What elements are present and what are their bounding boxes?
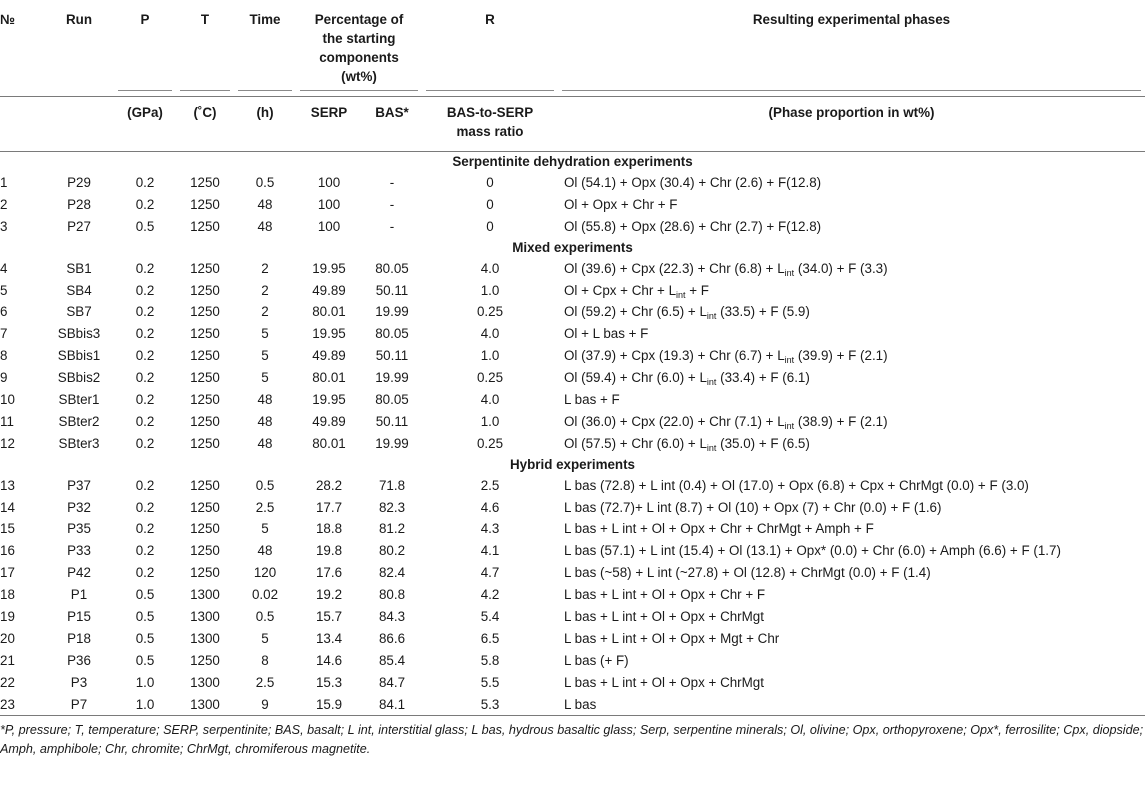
table-row	[0, 562, 1145, 584]
table-row	[0, 345, 1145, 367]
section-header-row	[0, 454, 1145, 474]
cell-run: P42	[67, 565, 91, 581]
cell-serp: 15.3	[315, 674, 343, 690]
cell-phases: Ol (37.9) + Cpx (19.3) + Chr $(6.7) + L_{int}$ (39.9) + F (2.1)	[564, 348, 888, 366]
cell-time: 120	[253, 565, 277, 581]
cell-bas: 84.3	[378, 608, 406, 624]
cell-serp: 19.95	[312, 260, 346, 276]
cell-no: 9	[0, 370, 8, 386]
cell-phases: Ol (36.0) + Cpx (22.0) + Chr $(7.1) + L_{int}$ (38.9) + F (2.1)	[564, 413, 888, 431]
table-row	[0, 172, 1145, 194]
cell-ratio: 5.5	[480, 674, 500, 690]
cell-time: 48	[257, 391, 273, 407]
cell-ratio: 1.0	[480, 348, 500, 364]
cell-ratio: 6.5	[480, 630, 500, 646]
cell-time: 0.5	[255, 477, 275, 493]
cell-phases: L bas + F	[564, 391, 620, 407]
cell-time: 5	[261, 370, 269, 386]
cell-bas: 19.99	[375, 304, 409, 320]
cell-time: 5	[261, 348, 269, 364]
cell-phases: L bas	[564, 696, 597, 712]
cell-temperature: 1250	[190, 543, 220, 559]
cell-temperature: 1250	[190, 652, 220, 668]
cell-phases: L bas + L int + Ol + Opx + Mgt + Chr	[564, 630, 780, 646]
table-row	[0, 367, 1145, 389]
cell-ratio: 5.3	[480, 696, 500, 712]
table-row	[0, 693, 1145, 715]
footnote-row	[0, 715, 1145, 759]
cell-time: 5	[261, 326, 269, 342]
cell-ratio: 5.4	[480, 608, 500, 624]
cell-ratio: 5.8	[480, 652, 500, 668]
table-row	[0, 649, 1145, 671]
cell-phases: L bas + L int + Ol + Opx + ChrMgt	[564, 674, 764, 690]
cell-no: 14	[0, 499, 15, 515]
cell-time: 48	[257, 413, 273, 429]
cell-pressure: 0.2	[135, 174, 155, 190]
cell-no: 1	[0, 174, 8, 190]
cell-run: SBbis3	[57, 326, 101, 342]
cell-time: 2	[261, 260, 269, 276]
cell-pressure: 0.2	[135, 565, 155, 581]
cell-run: SBter3	[58, 435, 100, 451]
cell-bas: 82.3	[378, 499, 406, 515]
cell-ratio: 0.25	[476, 435, 504, 451]
cell-pressure: 0.2	[135, 326, 155, 342]
cell-serp: 80.01	[312, 370, 346, 386]
header-row-main	[0, 0, 1145, 86]
cell-run: SB4	[66, 282, 92, 298]
sub-serp-header: SERP	[310, 104, 348, 120]
cell-ratio: 4.2	[480, 587, 500, 603]
cell-ratio: 4.6	[480, 499, 500, 515]
cell-time: 0.5	[255, 608, 275, 624]
cell-run: P18	[67, 630, 91, 646]
table-row	[0, 671, 1145, 693]
cell-ratio: 0.25	[476, 304, 504, 320]
cell-temperature: 1250	[190, 565, 220, 581]
cell-run: SBbis2	[57, 370, 101, 386]
cell-temperature: 1300	[190, 587, 220, 603]
cell-no: 6	[0, 304, 8, 320]
col-time-header: Time	[249, 12, 281, 27]
cell-time: 2	[261, 282, 269, 298]
cell-bas: 19.99	[375, 435, 409, 451]
cell-pressure: 0.2	[135, 521, 155, 537]
cell-bas: 82.4	[378, 565, 406, 581]
cell-temperature: 1300	[190, 630, 220, 646]
cell-no: 20	[0, 630, 15, 646]
cell-serp: 17.6	[315, 565, 343, 581]
cell-bas: 80.05	[375, 260, 409, 276]
cell-phases: L bas (72.8) + L int (0.4) + Ol (17.0) + Opx (6.8) + Cpx + ChrMgt (0.0) + F (3.0)	[564, 477, 1029, 493]
cell-ratio: 4.0	[480, 326, 500, 342]
cell-no: 8	[0, 348, 8, 364]
cell-bas: -	[389, 174, 395, 190]
cell-no: 17	[0, 565, 15, 581]
cell-pressure: 0.2	[135, 196, 155, 212]
cell-ratio: 2.5	[480, 477, 500, 493]
cell-pressure: 0.5	[135, 630, 155, 646]
cell-ratio: 1.0	[480, 282, 500, 298]
cell-run: P32	[67, 499, 91, 515]
cell-serp: 28.2	[315, 477, 343, 493]
cell-serp: 19.95	[312, 326, 346, 342]
cell-pressure: 0.2	[135, 370, 155, 386]
cell-phases: L bas + L int + Ol + Opx + ChrMgt	[564, 608, 764, 624]
unit-time: (h)	[256, 104, 274, 120]
cell-time: 9	[261, 696, 269, 712]
cell-serp: 15.9	[315, 696, 343, 712]
cell-phases: Ol (39.6) + Cpx (22.3) + Chr $(6.8) + L_{int}$ (34.0) + F (3.3)	[564, 260, 888, 278]
cell-temperature: 1250	[190, 413, 220, 429]
cell-no: 3	[0, 218, 8, 234]
cell-pressure: 0.5	[135, 587, 155, 603]
cell-serp: 13.4	[315, 630, 343, 646]
table-row	[0, 257, 1145, 279]
cell-serp: 80.01	[312, 435, 346, 451]
cell-ratio: 1.0	[480, 413, 500, 429]
table-row	[0, 496, 1145, 518]
cell-temperature: 1250	[190, 435, 220, 451]
table-row	[0, 540, 1145, 562]
table-row	[0, 301, 1145, 323]
cell-bas: -	[389, 196, 395, 212]
header-underline-row	[0, 86, 1145, 96]
underline-percentage	[300, 90, 418, 91]
cell-time: 5	[261, 521, 269, 537]
cell-phases: L bas + L int + Ol + Opx + Chr + F	[564, 587, 766, 603]
cell-time: 5	[261, 630, 269, 646]
cell-bas: 50.11	[375, 413, 409, 429]
cell-phases: L bas (72.7)+ L int (8.7) + Ol (10) + Opx (7) + Chr (0.0) + F (1.6)	[564, 499, 942, 515]
cell-temperature: 1300	[190, 674, 220, 690]
cell-serp: 49.89	[312, 282, 346, 298]
col-run-header: Run	[65, 12, 93, 27]
cell-temperature: 1300	[190, 608, 220, 624]
cell-bas: 71.8	[378, 477, 406, 493]
cell-pressure: 0.5	[135, 218, 155, 234]
section-title: Hybrid experiments	[509, 456, 636, 472]
unit-phases: (Phase proportion in wt%)	[768, 104, 935, 120]
cell-bas: 50.11	[375, 348, 409, 364]
cell-run: SB1	[66, 260, 92, 276]
cell-bas: 80.05	[375, 326, 409, 342]
cell-pressure: 0.2	[135, 391, 155, 407]
underline-time	[238, 90, 292, 91]
cell-bas: 80.8	[378, 587, 406, 603]
cell-run: SBter2	[58, 413, 100, 429]
cell-serp: 18.8	[315, 521, 343, 537]
cell-time: 0.02	[251, 587, 279, 603]
cell-run: P33	[67, 543, 91, 559]
cell-serp: 100	[317, 218, 341, 234]
cell-bas: 80.2	[378, 543, 406, 559]
col-percentage-header: Percentage of the starting components (wt%)	[314, 12, 404, 84]
cell-pressure: 0.2	[135, 260, 155, 276]
cell-run: P7	[70, 696, 88, 712]
cell-run: SBbis1	[57, 348, 101, 364]
cell-run: SBter1	[58, 391, 100, 407]
underline-p	[118, 90, 172, 91]
cell-serp: 19.95	[312, 391, 346, 407]
cell-ratio: 4.7	[480, 565, 500, 581]
cell-no: 23	[0, 696, 15, 712]
cell-time: 2.5	[255, 674, 275, 690]
cell-ratio: 0	[486, 218, 494, 234]
col-r-header: R	[485, 12, 495, 27]
cell-bas: 80.05	[375, 391, 409, 407]
table-row	[0, 193, 1145, 215]
cell-bas: 84.7	[378, 674, 406, 690]
cell-no: 5	[0, 282, 8, 298]
cell-phases: Ol (55.8) + Opx (28.6) + Chr (2.7) + F(12.8)	[564, 218, 822, 234]
footnote: *P, pressure; T, temperature; SERP, serpentinite; BAS, basalt; L int, interstitial glass; L bas, hydrous basaltic glass; Serp, serpentine minerals; Ol, olivine; Opx, orthopyroxene; Opx*, ferrosilite; Cpx, diopside; Amph, amphibole; Chr, chromite; ChrMgt, chromiferous magnetite.	[0, 715, 1145, 759]
cell-ratio: 0	[486, 196, 494, 212]
cell-run: P1	[70, 587, 88, 603]
cell-no: 4	[0, 260, 8, 276]
cell-phases: Ol + Opx + Chr + F	[564, 196, 678, 212]
cell-temperature: 1250	[190, 260, 220, 276]
cell-serp: 49.89	[312, 348, 346, 364]
cell-temperature: 1250	[190, 326, 220, 342]
cell-serp: 17.7	[315, 499, 343, 515]
sub-bas-header: BAS*	[375, 104, 409, 120]
cell-run: P35	[67, 521, 91, 537]
cell-no: 12	[0, 435, 15, 451]
table-row	[0, 215, 1145, 237]
col-phases-header: Resulting experimental phases	[752, 12, 951, 27]
cell-temperature: 1250	[190, 304, 220, 320]
cell-no: 19	[0, 608, 15, 624]
cell-no: 21	[0, 652, 15, 668]
cell-phases: Ol + Cpx + Chr + $L_{int} + F$	[564, 282, 709, 300]
underline-r	[426, 90, 554, 91]
cell-pressure: 0.2	[135, 413, 155, 429]
cell-phases: L bas (57.1) + L int (15.4) + Ol (13.1) + Opx* (0.0) + Chr (6.0) + Amph (6.6) + F (1.7)	[564, 543, 1061, 559]
table-row	[0, 432, 1145, 454]
underline-phases	[562, 90, 1141, 91]
cell-run: P27	[67, 218, 91, 234]
cell-temperature: 1250	[190, 196, 220, 212]
cell-run: P37	[67, 477, 91, 493]
cell-phases: Ol (59.4) + Chr $(6.0) + L_{int}$ (33.4) + F (6.1)	[564, 370, 810, 388]
cell-run: P15	[67, 608, 91, 624]
cell-pressure: 1.0	[135, 696, 155, 712]
header-row-units	[0, 96, 1145, 151]
cell-no: 16	[0, 543, 15, 559]
cell-ratio: 4.3	[480, 521, 500, 537]
col-t-header: T	[200, 12, 210, 27]
cell-no: 15	[0, 521, 15, 537]
cell-time: 8	[261, 652, 269, 668]
cell-no: 13	[0, 477, 15, 493]
section-title: Mixed experiments	[512, 239, 633, 255]
table-row	[0, 410, 1145, 432]
cell-run: P29	[67, 174, 91, 190]
cell-phases: L bas (~58) + L int (~27.8) + Ol (12.8) + ChrMgt (0.0) + F (1.4)	[564, 565, 931, 581]
cell-ratio: 0.25	[476, 370, 504, 386]
cell-pressure: 0.2	[135, 348, 155, 364]
table-row	[0, 323, 1145, 345]
cell-no: 7	[0, 326, 8, 342]
cell-pressure: 0.2	[135, 282, 155, 298]
cell-pressure: 0.2	[135, 435, 155, 451]
cell-ratio: 0	[486, 174, 494, 190]
cell-bas: 85.4	[378, 652, 406, 668]
cell-phases: L bas + L int + Ol + Opx + Chr + ChrMgt + Amph + F	[564, 521, 874, 537]
cell-time: 0.5	[255, 174, 275, 190]
cell-no: 18	[0, 587, 15, 603]
cell-run: SB7	[66, 304, 92, 320]
section-title: Serpentinite dehydration experiments	[0, 151, 1145, 172]
cell-pressure: 0.2	[135, 543, 155, 559]
cell-phases: Ol (59.2) + Chr $(6.5) + L_{int}$ (33.5) + F (5.9)	[564, 304, 810, 322]
cell-pressure: 0.5	[135, 608, 155, 624]
section-header-row	[0, 237, 1145, 257]
cell-pressure: 0.2	[135, 499, 155, 515]
cell-serp: 80.01	[312, 304, 346, 320]
cell-serp: 100	[317, 196, 341, 212]
cell-ratio: 4.0	[480, 260, 500, 276]
cell-time: 48	[257, 543, 273, 559]
cell-temperature: 1250	[190, 521, 220, 537]
cell-ratio: 4.1	[480, 543, 500, 559]
cell-temperature: 1250	[190, 282, 220, 298]
underline-t	[180, 90, 230, 91]
cell-serp: 19.8	[315, 543, 343, 559]
cell-temperature: 1250	[190, 174, 220, 190]
cell-pressure: 0.2	[135, 477, 155, 493]
cell-phases: Ol + L bas + F	[564, 326, 649, 342]
cell-serp: 14.6	[315, 652, 343, 668]
cell-time: 2.5	[255, 499, 275, 515]
col-no-header: №	[0, 12, 15, 27]
cell-temperature: 1250	[190, 348, 220, 364]
cell-time: 48	[257, 435, 273, 451]
cell-pressure: 1.0	[135, 674, 155, 690]
cell-temperature: 1250	[190, 477, 220, 493]
unit-p: (GPa)	[127, 104, 163, 120]
section-header-row	[0, 151, 1145, 172]
cell-run: P36	[67, 652, 91, 668]
unit-r: BAS-to-SERP mass ratio	[446, 104, 534, 139]
col-p-header: P	[140, 12, 150, 27]
cell-temperature: 1250	[190, 370, 220, 386]
cell-bas: 19.99	[375, 370, 409, 386]
cell-temperature: 1250	[190, 218, 220, 234]
cell-bas: 81.2	[378, 521, 406, 537]
table-row	[0, 518, 1145, 540]
cell-temperature: 1300	[190, 696, 220, 712]
table-row	[0, 584, 1145, 606]
cell-serp: 15.7	[315, 608, 343, 624]
table-row	[0, 606, 1145, 628]
cell-serp: 19.2	[315, 587, 343, 603]
cell-no: 2	[0, 196, 8, 212]
cell-time: 48	[257, 218, 273, 234]
cell-time: 48	[257, 196, 273, 212]
cell-no: 10	[0, 391, 15, 407]
unit-t: (˚C)	[193, 104, 217, 120]
cell-no: 22	[0, 674, 15, 690]
table-body	[0, 151, 1145, 715]
cell-bas: 86.6	[378, 630, 406, 646]
table-row	[0, 474, 1145, 496]
table-row	[0, 627, 1145, 649]
cell-run: P28	[67, 196, 91, 212]
cell-phases: L bas (+ F)	[564, 652, 629, 668]
cell-serp: 100	[317, 174, 341, 190]
cell-pressure: 0.2	[135, 304, 155, 320]
cell-bas: 50.11	[375, 282, 409, 298]
cell-bas: -	[389, 218, 395, 234]
cell-temperature: 1250	[190, 391, 220, 407]
cell-serp: 49.89	[312, 413, 346, 429]
cell-no: 11	[0, 413, 14, 429]
cell-ratio: 4.0	[480, 391, 500, 407]
cell-pressure: 0.5	[135, 652, 155, 668]
cell-run: P3	[70, 674, 88, 690]
table-row	[0, 279, 1145, 301]
cell-phases: Ol (54.1) + Opx (30.4) + Chr (2.6) + F(12.8)	[564, 174, 822, 190]
cell-time: 2	[261, 304, 269, 320]
cell-bas: 84.1	[378, 696, 406, 712]
cell-temperature: 1250	[190, 499, 220, 515]
cell-phases: Ol (57.5) + Chr $(6.0) + L_{int}$ (35.0) + F (6.5)	[564, 435, 810, 453]
table-row	[0, 389, 1145, 411]
